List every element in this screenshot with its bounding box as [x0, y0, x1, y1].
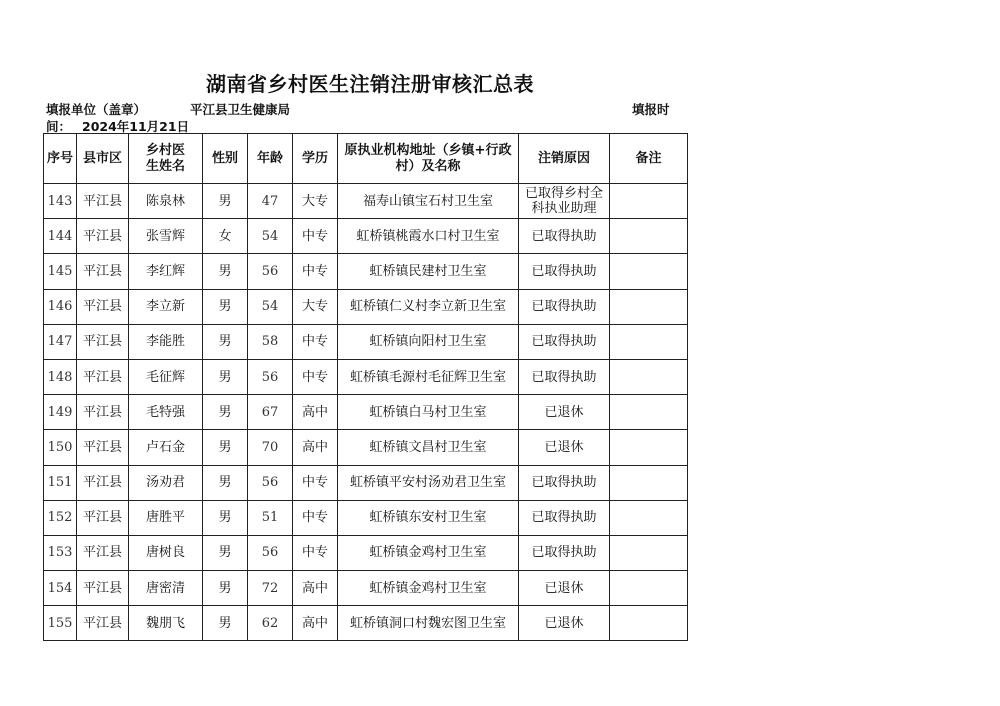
cell-organization: 虹桥镇金鸡村卫生室	[338, 571, 519, 606]
cell-organization: 虹桥镇毛源村毛征辉卫生室	[338, 359, 519, 394]
cell-reason: 已退休	[519, 571, 610, 606]
cell-county: 平江县	[77, 395, 129, 430]
unit-value: 平江县卫生健康局	[190, 102, 291, 117]
cell-reason: 已取得执助	[519, 465, 610, 500]
cell-reason: 已取得执助	[519, 219, 610, 254]
cell-age: 72	[248, 571, 293, 606]
column-header-no: 序号	[44, 134, 77, 184]
cell-doctor-name: 张雪辉	[129, 219, 203, 254]
cell-gender: 男	[203, 571, 248, 606]
cell-reason: 已取得执助	[519, 535, 610, 570]
cell-gender: 男	[203, 324, 248, 359]
cell-gender: 男	[203, 359, 248, 394]
cell-county: 平江县	[77, 184, 129, 219]
cell-county: 平江县	[77, 359, 129, 394]
cell-reason: 已退休	[519, 395, 610, 430]
cell-note	[610, 606, 688, 641]
cell-gender: 男	[203, 254, 248, 289]
cell-no: 149	[44, 395, 77, 430]
cell-doctor-name: 魏朋飞	[129, 606, 203, 641]
cell-age: 54	[248, 219, 293, 254]
cell-county: 平江县	[77, 289, 129, 324]
cell-reason: 已取得乡村全科执业助理	[519, 184, 610, 219]
column-header-organization: 原执业机构地址（乡镇+行政村）及名称	[338, 134, 519, 184]
cell-organization: 虹桥镇白马村卫生室	[338, 395, 519, 430]
cell-education: 高中	[293, 571, 338, 606]
table-row	[44, 465, 688, 500]
cell-education: 大专	[293, 289, 338, 324]
cell-age: 62	[248, 606, 293, 641]
column-header-reason: 注销原因	[519, 134, 610, 184]
cell-no: 147	[44, 324, 77, 359]
cell-education: 中专	[293, 219, 338, 254]
cell-county: 平江县	[77, 606, 129, 641]
fill-date: 2024年11月21日	[82, 119, 190, 134]
cell-doctor-name: 李能胜	[129, 324, 203, 359]
cell-age: 56	[248, 535, 293, 570]
cell-education: 高中	[293, 395, 338, 430]
cell-note	[610, 184, 688, 219]
cell-organization: 虹桥镇金鸡村卫生室	[338, 535, 519, 570]
cell-education: 中专	[293, 324, 338, 359]
cell-education: 大专	[293, 184, 338, 219]
cell-gender: 男	[203, 465, 248, 500]
cell-gender: 男	[203, 606, 248, 641]
cell-note	[610, 324, 688, 359]
cell-doctor-name: 唐树良	[129, 535, 203, 570]
cell-no: 150	[44, 430, 77, 465]
cell-age: 56	[248, 359, 293, 394]
cell-reason: 已取得执助	[519, 500, 610, 535]
table-row	[44, 254, 688, 289]
cell-no: 154	[44, 571, 77, 606]
cell-age: 56	[248, 465, 293, 500]
cell-age: 54	[248, 289, 293, 324]
cell-age: 51	[248, 500, 293, 535]
cell-gender: 男	[203, 430, 248, 465]
cell-doctor-name: 汤劝君	[129, 465, 203, 500]
cell-education: 中专	[293, 359, 338, 394]
page-title: 湖南省乡村医生注销注册审核汇总表	[206, 72, 534, 96]
table-row	[44, 184, 688, 219]
cell-gender: 男	[203, 535, 248, 570]
cell-organization: 虹桥镇仁义村李立新卫生室	[338, 289, 519, 324]
cell-doctor-name: 陈泉林	[129, 184, 203, 219]
cell-organization: 虹桥镇桃霞水口村卫生室	[338, 219, 519, 254]
cell-age: 47	[248, 184, 293, 219]
cell-county: 平江县	[77, 500, 129, 535]
cell-age: 56	[248, 254, 293, 289]
cell-education: 中专	[293, 254, 338, 289]
deregistration-table	[43, 133, 688, 641]
cell-doctor-name: 唐密清	[129, 571, 203, 606]
cell-no: 143	[44, 184, 77, 219]
cell-doctor-name: 毛特强	[129, 395, 203, 430]
cell-no: 148	[44, 359, 77, 394]
cell-note	[610, 500, 688, 535]
cell-education: 中专	[293, 500, 338, 535]
table-row	[44, 430, 688, 465]
cell-organization: 虹桥镇民建村卫生室	[338, 254, 519, 289]
cell-county: 平江县	[77, 465, 129, 500]
cell-reason: 已取得执助	[519, 359, 610, 394]
cell-note	[610, 535, 688, 570]
cell-note	[610, 359, 688, 394]
cell-reason: 已取得执助	[519, 254, 610, 289]
cell-organization: 虹桥镇平安村汤劝君卫生室	[338, 465, 519, 500]
cell-doctor-name: 唐胜平	[129, 500, 203, 535]
cell-county: 平江县	[77, 571, 129, 606]
cell-gender: 男	[203, 289, 248, 324]
table-header-row	[44, 134, 688, 184]
cell-note	[610, 395, 688, 430]
table-row	[44, 219, 688, 254]
cell-education: 高中	[293, 606, 338, 641]
cell-organization: 虹桥镇文昌村卫生室	[338, 430, 519, 465]
cell-age: 70	[248, 430, 293, 465]
table-row	[44, 359, 688, 394]
cell-education: 高中	[293, 430, 338, 465]
cell-education: 中专	[293, 465, 338, 500]
cell-no: 153	[44, 535, 77, 570]
time-label: 填报时	[632, 102, 670, 117]
cell-doctor-name: 卢石金	[129, 430, 203, 465]
table-row	[44, 324, 688, 359]
cell-county: 平江县	[77, 535, 129, 570]
cell-education: 中专	[293, 535, 338, 570]
cell-no: 145	[44, 254, 77, 289]
cell-no: 144	[44, 219, 77, 254]
cell-note	[610, 289, 688, 324]
cell-gender: 女	[203, 219, 248, 254]
cell-organization: 虹桥镇洞口村魏宏图卫生室	[338, 606, 519, 641]
table-row	[44, 395, 688, 430]
time-label-continued: 间：	[46, 119, 72, 134]
cell-doctor-name: 李红辉	[129, 254, 203, 289]
cell-organization: 虹桥镇向阳村卫生室	[338, 324, 519, 359]
cell-organization: 虹桥镇东安村卫生室	[338, 500, 519, 535]
cell-note	[610, 430, 688, 465]
table-row	[44, 289, 688, 324]
cell-county: 平江县	[77, 254, 129, 289]
cell-reason: 已退休	[519, 606, 610, 641]
cell-doctor-name: 毛征辉	[129, 359, 203, 394]
cell-age: 67	[248, 395, 293, 430]
cell-organization: 福寿山镇宝石村卫生室	[338, 184, 519, 219]
cell-county: 平江县	[77, 430, 129, 465]
cell-reason: 已退休	[519, 430, 610, 465]
cell-no: 152	[44, 500, 77, 535]
column-header-education: 学历	[293, 134, 338, 184]
cell-gender: 男	[203, 184, 248, 219]
cell-note	[610, 571, 688, 606]
cell-reason: 已取得执助	[519, 289, 610, 324]
cell-county: 平江县	[77, 324, 129, 359]
cell-gender: 男	[203, 500, 248, 535]
table-row	[44, 571, 688, 606]
cell-gender: 男	[203, 395, 248, 430]
cell-note	[610, 219, 688, 254]
cell-no: 155	[44, 606, 77, 641]
cell-note	[610, 465, 688, 500]
cell-county: 平江县	[77, 219, 129, 254]
cell-doctor-name: 李立新	[129, 289, 203, 324]
table-row	[44, 606, 688, 641]
cell-age: 58	[248, 324, 293, 359]
unit-label: 填报单位（盖章）	[46, 102, 147, 117]
table-row	[44, 535, 688, 570]
cell-note	[610, 254, 688, 289]
cell-reason: 已取得执助	[519, 324, 610, 359]
column-header-gender: 性别	[203, 134, 248, 184]
column-header-county: 县市区	[77, 134, 129, 184]
cell-no: 151	[44, 465, 77, 500]
table-row	[44, 500, 688, 535]
column-header-age: 年龄	[248, 134, 293, 184]
column-header-name: 乡村医生姓名	[129, 134, 203, 184]
cell-no: 146	[44, 289, 77, 324]
column-header-note: 备注	[610, 134, 688, 184]
